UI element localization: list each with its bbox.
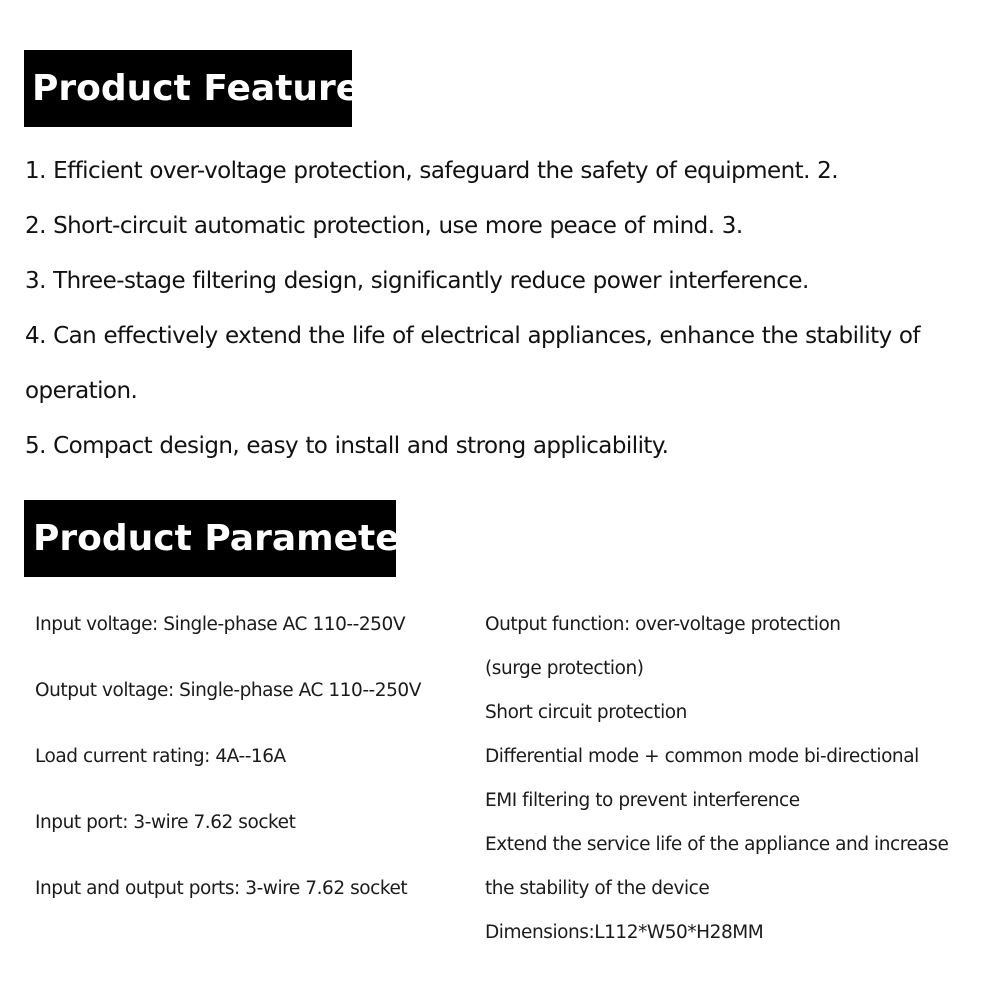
parameter-dimensions: Dimensions:L112*W50*H28MM [485,922,764,943]
parameter-output-function: Output function: over-voltage protection [485,614,841,635]
parameter-io-ports: Input and output ports: 3-wire 7.62 socket [35,878,408,899]
parameter-service-life: Extend the service life of the appliance and increase [485,834,949,855]
parameter-differential-mode: Differential mode + common mode bi-directional [485,746,919,767]
feature-item-continuation: operation. [25,378,138,404]
product-features-heading: Product Features [24,50,352,127]
parameter-input-voltage: Input voltage: Single-phase AC 110--250V [35,614,406,635]
product-parameter-heading: Product Parameter [24,500,396,577]
parameters-left-column [35,603,475,933]
feature-item: 5. Compact design, easy to install and strong applicability. [25,433,669,459]
parameter-service-life-cont: the stability of the device [485,878,710,899]
parameters-right-column [485,603,990,955]
feature-item: 4. Can effectively extend the life of electrical appliances, enhance the stability of [25,323,920,349]
parameter-emi-filtering: EMI filtering to prevent interference [485,790,800,811]
parameter-load-current: Load current rating: 4A--16A [35,746,286,767]
parameter-output-voltage: Output voltage: Single-phase AC 110--250V [35,680,421,701]
feature-item: 1. Efficient over-voltage protection, safeguard the safety of equipment. 2. [25,158,838,184]
parameter-input-port: Input port: 3-wire 7.62 socket [35,812,296,833]
parameter-short-circuit: Short circuit protection [485,702,687,723]
feature-item: 3. Three-stage filtering design, significantly reduce power interference. [25,268,809,294]
feature-item: 2. Short-circuit automatic protection, use more peace of mind. 3. [25,213,743,239]
parameter-output-function-cont: (surge protection) [485,658,644,679]
features-list [25,144,990,474]
